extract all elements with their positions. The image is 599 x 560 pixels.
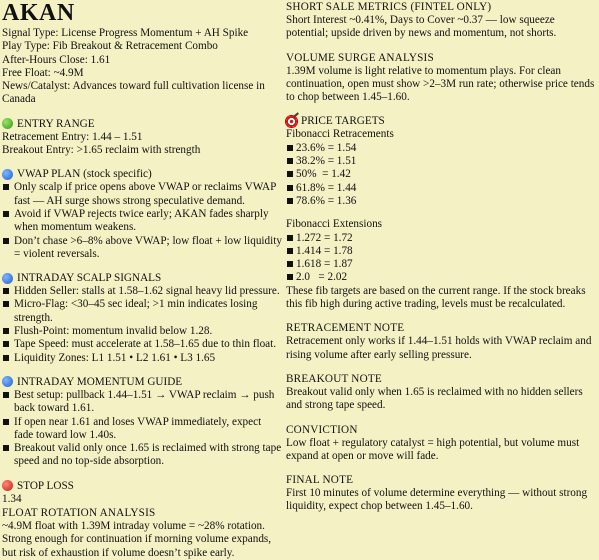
list-item: 78.6% = 1.36 <box>286 195 597 208</box>
float-rotation-title: FLOAT ROTATION ANALYSIS <box>2 507 156 520</box>
stop-loss-value: 1.34 <box>2 492 22 505</box>
bullet-square-icon <box>287 248 293 254</box>
float-rotation-text: ~4.9M float with 1.39M intraday volume = ~28% rotation. Strong enough for continuation if morning volume expands, but risk of exhaustion if volume doesn’t spike early. <box>2 520 272 559</box>
bullet-square-icon <box>287 261 293 267</box>
fib-retracements-label: Fibonacci Retracements <box>286 128 394 141</box>
bullet-square-icon <box>3 238 9 244</box>
bullet-square-icon <box>287 158 293 164</box>
list-item: Only scalp if price opens above VWAP or reclaims VWAP fast — AH surge shows strong speculative demand. <box>2 181 283 208</box>
bullet-square-icon <box>3 184 9 190</box>
target-icon <box>286 116 297 127</box>
bullet-square-icon <box>3 328 9 334</box>
scalp-signals-title: INTRADAY SCALP SIGNALS <box>17 272 162 285</box>
right-column <box>286 0 597 514</box>
list-item: 50% = 1.42 <box>286 168 597 181</box>
breakout-note-title: BREAKOUT NOTE <box>286 372 382 385</box>
stop-loss-heading <box>2 479 283 493</box>
list-item: Avoid if VWAP rejects twice early; AKAN fades sharply when momentum weakens. <box>2 208 283 235</box>
momentum-guide-title: INTRADAY MOMENTUM GUIDE <box>17 375 183 388</box>
volume-surge-title: VOLUME SURGE ANALYSIS <box>286 51 434 64</box>
bullet-square-icon <box>287 171 293 177</box>
blue-circle-icon <box>2 376 13 387</box>
retracement-note-text: Retracement only works if 1.44–1.51 holds with VWAP reclaim and rising volume after early selling pressure. <box>286 335 592 361</box>
fib-extensions-label: Fibonacci Extensions <box>286 218 383 231</box>
bullet-square-icon <box>3 301 9 307</box>
retracement-note-title: RETRACEMENT NOTE <box>286 322 405 335</box>
price-targets-heading <box>286 114 597 128</box>
bullet-square-icon <box>3 419 9 425</box>
entry-range-title: ENTRY RANGE <box>17 117 95 130</box>
momentum-guide-heading <box>2 375 283 389</box>
bullet-square-icon <box>287 198 293 204</box>
bullet-square-icon <box>3 392 9 398</box>
green-circle-icon <box>2 118 13 129</box>
list-item: 2.0 = 2.02 <box>286 271 597 284</box>
list-item: 1.414 = 1.78 <box>286 245 597 258</box>
bullet-square-icon <box>287 274 293 280</box>
list-item: Breakout valid only once 1.65 is reclaimed with strong tape speed and no top-side absorption. <box>2 442 283 469</box>
retracement-entry: Retracement Entry: 1.44 – 1.51 <box>2 130 143 143</box>
blue-circle-icon <box>2 273 13 284</box>
list-item: 1.618 = 1.87 <box>286 258 597 271</box>
breakout-entry: Breakout Entry: >1.65 reclaim with strength <box>2 144 201 157</box>
red-circle-icon <box>2 480 13 491</box>
list-item: 61.8% = 1.44 <box>286 182 597 195</box>
list-item: Liquidity Zones: L1 1.51 • L2 1.61 • L3 1.65 <box>2 352 283 365</box>
list-item: If open near 1.61 and loses VWAP immediately, expect fade toward low 1.40s. <box>2 416 283 443</box>
final-note-text: First 10 minutes of volume determine everything — without strong liquidity, expect chop between 1.45–1.60. <box>286 487 588 513</box>
list-item: Micro-Flag: <30–45 sec ideal; >1 min indicates losing strength. <box>2 298 283 325</box>
entry-range-heading <box>2 117 283 131</box>
stop-loss-title: STOP LOSS <box>17 479 74 492</box>
short-sale-title: SHORT SALE METRICS (FINTEL ONLY) <box>286 1 492 13</box>
list-item: Hidden Seller: stalls at 1.58–1.62 signal heavy lid pressure. <box>2 285 283 298</box>
left-column <box>2 0 283 560</box>
price-targets-title: PRICE TARGETS <box>301 115 385 128</box>
list-item: Don’t chase >6–8% above VWAP; low float + low liquidity = violent reversals. <box>2 235 283 262</box>
blue-circle-icon <box>2 169 13 180</box>
vwap-plan-heading <box>2 167 283 181</box>
news-catalyst: News/Catalyst: Advances toward full cultivation license in Canada <box>2 80 265 106</box>
breakout-note-text: Breakout valid only when 1.65 is reclaimed with no hidden sellers and strong tape speed. <box>286 385 583 412</box>
bullet-square-icon <box>287 145 293 151</box>
bullet-square-icon <box>3 445 9 451</box>
free-float: Free Float: ~4.9M <box>2 66 84 79</box>
fib-targets-note: These fib targets are based on the current range. If the stock breaks this fib high during active trading, levels must be recalculated. <box>286 284 586 311</box>
short-sale-text: Short Interest ~0.41%, Days to Cover ~0.37 — low squeeze potential; upside driven by news and momentum, not shorts. <box>286 14 557 40</box>
bullet-square-icon <box>3 211 9 217</box>
list-item: 38.2% = 1.51 <box>286 155 597 168</box>
bullet-square-icon <box>287 185 293 191</box>
bullet-square-icon <box>3 341 9 347</box>
bullet-square-icon <box>3 288 9 294</box>
scalp-signals-heading <box>2 271 283 285</box>
signal-type: Signal Type: License Progress Momentum + AH Spike <box>2 27 249 39</box>
list-item: 1.272 = 1.72 <box>286 232 597 245</box>
vwap-plan-title: VWAP PLAN (stock specific) <box>17 168 152 181</box>
volume-surge-text: 1.39M volume is light relative to momentum plays. For clean continuation, open must show >2–3M run rate; otherwise price tends to chop between 1.45–1.60. <box>286 64 595 104</box>
list-item: Flush-Point: momentum invalid below 1.28. <box>2 325 283 338</box>
ticker-title: AKAN <box>2 0 75 26</box>
list-item: Best setup: pullback 1.44–1.51 → VWAP reclaim → push back toward 1.61. <box>2 389 283 416</box>
bullet-square-icon <box>3 355 9 361</box>
after-hours-close: After-Hours Close: 1.61 <box>2 53 111 66</box>
list-item: 23.6% = 1.54 <box>286 142 597 155</box>
conviction-title: CONVICTION <box>286 423 358 436</box>
list-item: Tape Speed: must accelerate at 1.58–1.65 due to thin float. <box>2 338 283 351</box>
conviction-text: Low float + regulatory catalyst = high potential, but volume must expand at open or move will fade. <box>286 436 580 462</box>
final-note-title: FINAL NOTE <box>286 474 354 487</box>
play-type: Play Type: Fib Breakout & Retracement Combo <box>2 40 218 53</box>
bullet-square-icon <box>287 235 293 241</box>
